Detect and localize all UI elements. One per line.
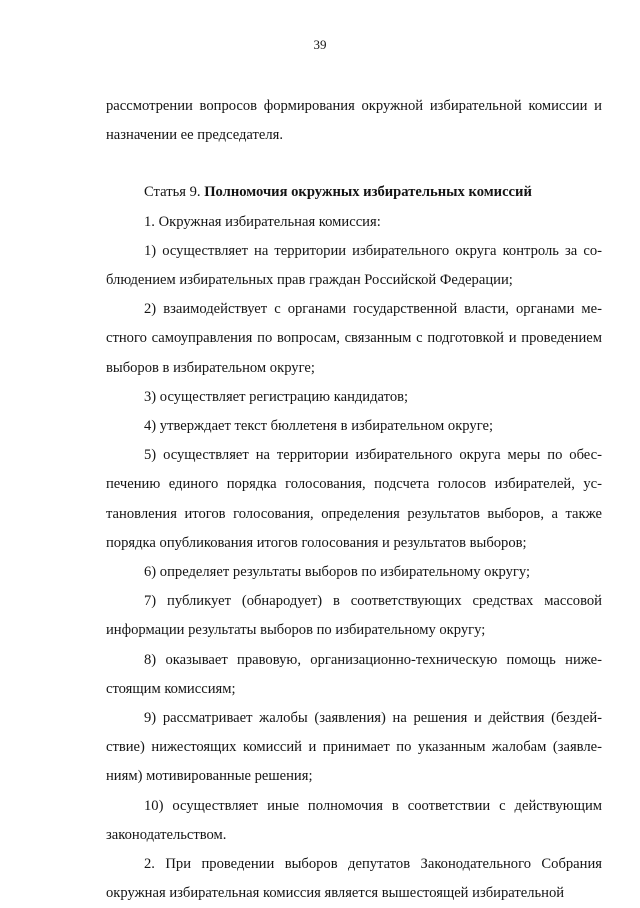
document-body [106,92,602,908]
article-label: Статья 9. [144,184,201,201]
article-heading [106,178,602,207]
paragraph: 7) публикует (обнародует) в соответствующих средствах массовой информации результаты выборов по избирательному округу; [106,593,602,639]
paragraph: 3) осуществляет регистрацию кандидатов; [144,388,409,405]
paragraph: 8) оказывает правовую, организационно-техническую помощь нижестоящим комиссиям; [106,651,602,697]
paragraph: 4) утверждает текст бюллетеня в избирательном округе; [144,418,494,435]
intro-paragraph: рассмотрении вопросов формирования окружной избирательной комиссии и назначении ее председателя. [106,98,602,144]
section-gap [106,150,602,178]
paragraph: 2) взаимодействует с органами государственной власти, органами местного самоуправления по вопросам, связанным с подготовкой и проведением выборов в избирательном округе; [106,301,602,376]
paragraph: 1) осуществляет на территории избирательного округа контроль за соблюдением избирательных прав граждан Российской Федерации; [106,242,602,289]
article-title: Полномочия окружных избирательных комиссий [204,184,532,201]
paragraph: 6) определяет результаты выборов по избирательному округу; [144,564,531,581]
paragraph: 5) осуществляет на территории избирательного округа меры по обеспечению единого порядка голосования, подсчета голосов избирателей, установления итогов голосования, определения результатов выборов, а также порядка опубликования итогов голосования и результатов выборов; [106,447,602,551]
paragraph: 2. При проведении выборов депутатов Законодательного Собрания окружная избирательная комиссия является вышестоящей избирательной [106,856,602,902]
paragraph: 9) рассматривает жалобы (заявления) на решения и действия (бездействие) нижестоящих комиссий и принимает по указанным жалобам (заявлениям) мотивированные решения; [106,710,602,785]
paragraph: 10) осуществляет иные полномочия в соответствии с действующим законодательством. [106,797,602,843]
paragraph: 1. Окружная избирательная комиссия: [144,213,381,230]
page-number: 39 [313,37,327,52]
